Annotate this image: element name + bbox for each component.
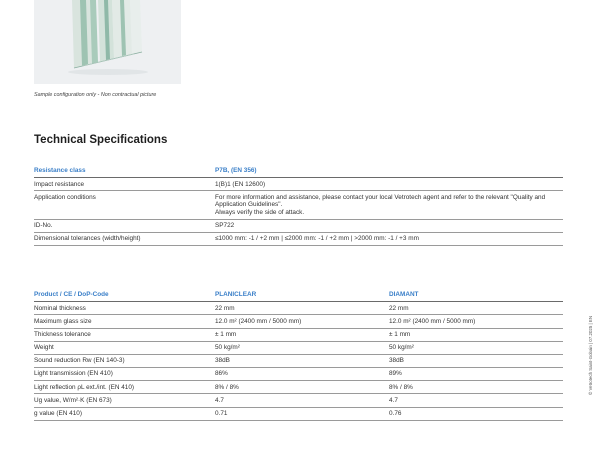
row-label: Dimensional tolerances (width/height) <box>34 232 215 245</box>
row-value: ≤1000 mm: -1 / +2 mm | ≤2000 mm: -1 / +2 mm | >2000 mm: -1 / +3 mm <box>215 232 563 245</box>
row-value: 8% / 8% <box>389 381 563 394</box>
row-label: Impact resistance <box>34 178 215 191</box>
row-label: Weight <box>34 341 215 354</box>
row-label: Maximum glass size <box>34 315 215 328</box>
row-value: 50 kg/m² <box>389 341 563 354</box>
row-value: SP722 <box>215 219 563 232</box>
row-value: ± 1 mm <box>215 328 389 341</box>
row-value: 12.0 m² (2400 mm / 5000 mm) <box>215 315 389 328</box>
header-cell: Resistance class <box>34 165 215 178</box>
table-row <box>34 407 563 420</box>
row-value: 22 mm <box>389 302 563 315</box>
table-header-row <box>34 165 563 178</box>
table-row <box>34 328 563 341</box>
row-value: 8% / 8% <box>215 381 389 394</box>
header-cell: Product / CE / DoP-Code <box>34 289 215 302</box>
table-row <box>34 302 563 315</box>
row-value: 86% <box>215 368 389 381</box>
row-value: 22 mm <box>215 302 389 315</box>
row-label: g value (EN 410) <box>34 407 215 420</box>
table-row <box>34 354 563 367</box>
table-row <box>34 232 563 245</box>
row-value: 0.71 <box>215 407 389 420</box>
row-value: 12.0 m² (2400 mm / 5000 mm) <box>389 315 563 328</box>
row-label: Application conditions <box>34 191 215 219</box>
row-label: Ug value, W/m²·K (EN 673) <box>34 394 215 407</box>
table-row <box>34 394 563 407</box>
row-value: ± 1 mm <box>389 328 563 341</box>
row-label: Nominal thickness <box>34 302 215 315</box>
table-row <box>34 191 563 219</box>
row-label: Sound reduction Rw (EN 140-3) <box>34 354 215 367</box>
resistance-spec-table <box>34 165 563 246</box>
copyright-note: © Vetrotech Saint-Gobain | 07.2025 | EN <box>588 316 593 395</box>
row-label: ID-No. <box>34 219 215 232</box>
table-row <box>34 381 563 394</box>
section-title: Technical Specifications <box>34 134 168 146</box>
header-cell: P7B, (EN 356) <box>215 165 563 178</box>
row-label: Thickness tolerance <box>34 328 215 341</box>
row-value: 50 kg/m² <box>215 341 389 354</box>
figure-caption: Sample configuration only - Non contractual picture <box>34 92 157 98</box>
row-value: 89% <box>389 368 563 381</box>
row-label: Light reflection ρL ext./int. (EN 410) <box>34 381 215 394</box>
row-value: For more information and assistance, please contact your local Vetrotech agent and refer to the relevant "Quality and Application Guidelines". Always verify the side of attack. <box>215 191 563 219</box>
table-row <box>34 219 563 232</box>
row-value: 4.7 <box>389 394 563 407</box>
row-value: 38dB <box>215 354 389 367</box>
row-value: 38dB <box>389 354 563 367</box>
header-cell: PLANICLEAR <box>215 289 389 302</box>
table-header-row <box>34 289 563 302</box>
row-value: 0.76 <box>389 407 563 420</box>
table-row <box>34 368 563 381</box>
table-row <box>34 341 563 354</box>
laminated-glass-illustration <box>34 0 181 84</box>
row-value: 4.7 <box>215 394 389 407</box>
product-photo <box>34 0 181 84</box>
table-row <box>34 315 563 328</box>
row-label: Light transmission (EN 410) <box>34 368 215 381</box>
header-cell: DIAMANT <box>389 289 563 302</box>
row-value: 1(B)1 (EN 12600) <box>215 178 563 191</box>
table-row <box>34 178 563 191</box>
product-spec-table <box>34 289 563 421</box>
